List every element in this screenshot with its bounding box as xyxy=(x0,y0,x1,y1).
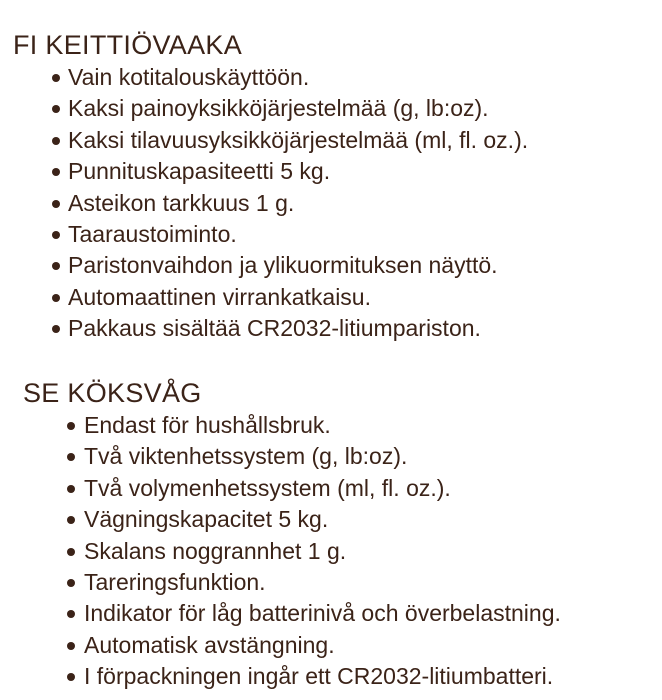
list-item xyxy=(0,250,662,281)
list-item xyxy=(0,630,662,661)
bullet-icon xyxy=(52,168,60,176)
bullet-icon xyxy=(52,137,60,145)
bullet-icon xyxy=(67,579,75,587)
list-item xyxy=(0,93,662,124)
list-item xyxy=(0,536,662,567)
bullet-icon xyxy=(67,673,75,681)
list-item xyxy=(0,62,662,93)
section-heading-fi: FI KEITTIÖVAAKA xyxy=(13,30,243,60)
list-item-text: Två viktenhetssystem (g, lb:oz). xyxy=(84,443,408,470)
list-item xyxy=(0,156,662,187)
section-finnish xyxy=(0,28,662,345)
list-item-text: Två volymenhetssystem (ml, fl. oz.). xyxy=(84,474,451,501)
list-item xyxy=(0,188,662,219)
list-item xyxy=(0,313,662,344)
list-item xyxy=(0,441,662,472)
list-item-text: Skalans noggrannhet 1 g. xyxy=(84,537,347,564)
list-item xyxy=(0,661,662,692)
list-item-text: Punnituskapasiteetti 5 kg. xyxy=(68,158,331,185)
bullet-icon xyxy=(52,262,60,270)
bullet-icon xyxy=(67,642,75,650)
feature-list-se xyxy=(0,410,662,693)
list-item xyxy=(0,125,662,156)
list-item-text: Paristonvaihdon ja ylikuormituksen näyttö. xyxy=(68,252,498,279)
list-item-text: Taaraustoiminto. xyxy=(68,221,237,248)
list-item xyxy=(0,282,662,313)
section-heading-se: SE KÖKSVÅG xyxy=(23,378,202,408)
bullet-icon xyxy=(67,548,75,556)
feature-list-fi xyxy=(0,62,662,345)
list-item-text: Kaksi painoyksikköjärjestelmää (g, lb:oz). xyxy=(68,95,489,122)
list-item-text: Automatisk avstängning. xyxy=(84,631,335,658)
list-item xyxy=(0,473,662,504)
bullet-icon xyxy=(67,485,75,493)
list-item xyxy=(0,219,662,250)
list-item-text: Automaattinen virrankatkaisu. xyxy=(68,283,371,310)
bullet-icon xyxy=(52,294,60,302)
list-item-text: Kaksi tilavuusyksikköjärjestelmää (ml, fl. oz.). xyxy=(68,126,529,153)
list-item xyxy=(0,410,662,441)
bullet-icon xyxy=(67,610,75,618)
bullet-icon xyxy=(67,453,75,461)
list-item xyxy=(0,598,662,629)
bullet-icon xyxy=(52,325,60,333)
list-item-text: I förpackningen ingår ett CR2032-litiumbatteri. xyxy=(84,663,554,690)
section-swedish xyxy=(0,376,662,693)
bullet-icon xyxy=(52,105,60,113)
list-item-text: Vägningskapacitet 5 kg. xyxy=(84,506,329,533)
bullet-icon xyxy=(67,422,75,430)
bullet-icon xyxy=(52,74,60,82)
list-item-text: Pakkaus sisältää CR2032-litiumpariston. xyxy=(68,315,481,342)
list-item xyxy=(0,567,662,598)
list-item-text: Endast för hushållsbruk. xyxy=(84,412,331,438)
list-item-text: Indikator för låg batterinivå och överbelastning. xyxy=(84,600,561,627)
bullet-icon xyxy=(52,200,60,208)
bullet-icon xyxy=(52,231,60,239)
list-item-text: Tareringsfunktion. xyxy=(84,569,266,596)
list-item-text: Asteikon tarkkuus 1 g. xyxy=(68,189,295,216)
list-item-text: Vain kotitalouskäyttöön. xyxy=(68,64,310,90)
bullet-icon xyxy=(67,516,75,524)
list-item xyxy=(0,504,662,535)
